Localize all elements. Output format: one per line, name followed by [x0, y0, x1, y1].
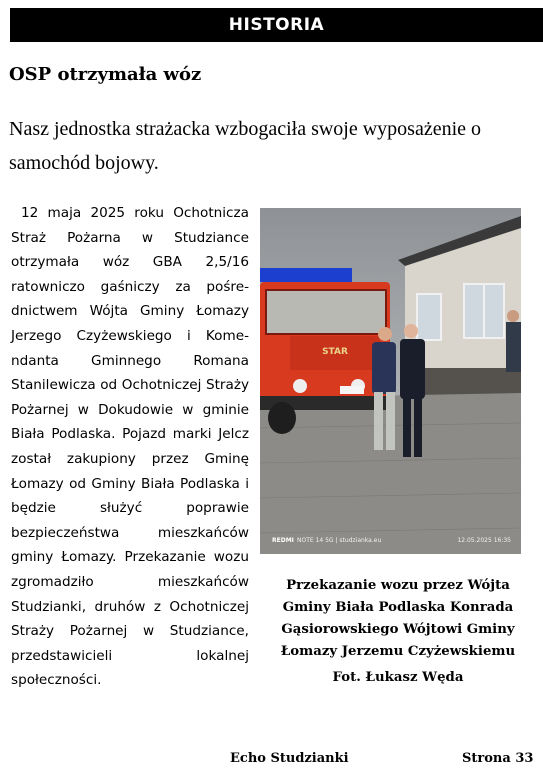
article-title: OSP otrzymała wóz: [9, 64, 202, 85]
svg-text:REDMI: REDMI: [272, 537, 294, 544]
photo-credit: Fot. Łukasz Węda: [332, 670, 464, 685]
footer-page-number: Strona 33: [462, 751, 534, 766]
article-photo: [260, 208, 521, 554]
article-lead: Nasz jednostka strażacka wzbogaciła swoje wyposażenie o samochód bojowy.: [9, 118, 482, 174]
svg-text:STAR: STAR: [322, 347, 348, 357]
photo-caption: Przekazanie wozu przez Wójta Gminy Biała Podlaska Konrada Gąsiorowskiego Wójtowi Gminy Łomazy Jerzemu Czyżewskiemu: [280, 578, 516, 659]
section-header: HISTORIA: [10, 8, 543, 42]
photo-fire-truck: [260, 268, 390, 434]
article-body: 12 maja 2025 roku Ochotnicza Straż Pożarna w Studziance otrzymała wóz GBA 2,5/16 ratowniczo gaśniczy za pośrednictwem Wójta Gminy Łomazy Jerzego Czyżewskiego i Komendanta Gminnego Romana Stanilewicza od Ochotniczej Straży Pożarnej w Dokudowie w gminie Biała Podlaska. Pojazd marki Jelcz został zakupiony przez Gminę Łomazy od Gminy Biała Podlaska i będzie służyć poprawie bezpieczeństwa mieszkańców gminy Łomazy. Przekazanie wozu zgromadziło mieszkańców Studzianki, druhów z Ochotniczej Straży Pożarnej w Studziance, przedstawicieli lokalnej społeczności.: [11, 205, 249, 689]
svg-text:12.05.2025 16:35: 12.05.2025 16:35: [457, 537, 511, 544]
footer-publication: Echo Studzianki: [230, 751, 349, 766]
svg-text:NOTE 14 5G | studzianka.eu: NOTE 14 5G | studzianka.eu: [297, 537, 382, 544]
photo-window: [417, 294, 441, 340]
